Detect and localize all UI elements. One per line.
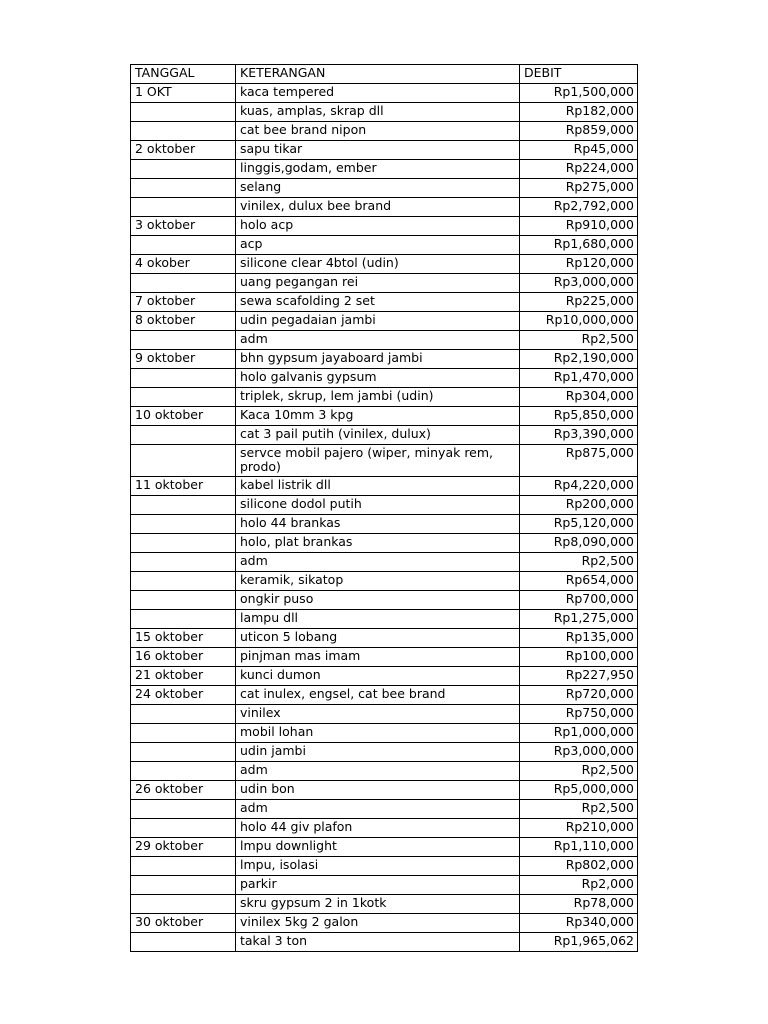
table-header	[131, 65, 638, 84]
cell-description: acp	[236, 236, 520, 255]
table-row	[131, 477, 638, 496]
cell-debit: Rp1,275,000	[520, 610, 638, 629]
cell-date	[131, 895, 236, 914]
cell-date: 9 oktober	[131, 350, 236, 369]
table-row	[131, 388, 638, 407]
cell-description: adm	[236, 762, 520, 781]
table-row	[131, 160, 638, 179]
cell-date	[131, 553, 236, 572]
cell-debit: Rp1,680,000	[520, 236, 638, 255]
cell-date: 3 oktober	[131, 217, 236, 236]
table-row	[131, 515, 638, 534]
cell-debit: Rp1,965,062	[520, 933, 638, 952]
table-row	[131, 876, 638, 895]
cell-description: silicone clear 4btol (udin)	[236, 255, 520, 274]
cell-date: 24 oktober	[131, 686, 236, 705]
cell-date	[131, 236, 236, 255]
cell-debit: Rp2,500	[520, 762, 638, 781]
table-row	[131, 496, 638, 515]
table-row	[131, 255, 638, 274]
cell-date	[131, 388, 236, 407]
cell-debit: Rp1,110,000	[520, 838, 638, 857]
cell-date	[131, 198, 236, 217]
cell-description: pinjman mas imam	[236, 648, 520, 667]
table-row	[131, 141, 638, 160]
cell-debit: Rp3,000,000	[520, 274, 638, 293]
cell-date: 4 okober	[131, 255, 236, 274]
cell-date: 29 oktober	[131, 838, 236, 857]
cell-date	[131, 515, 236, 534]
cell-date: 7 oktober	[131, 293, 236, 312]
cell-date	[131, 122, 236, 141]
cell-debit: Rp4,220,000	[520, 477, 638, 496]
cell-description: Kaca 10mm 3 kpg	[236, 407, 520, 426]
cell-debit: Rp275,000	[520, 179, 638, 198]
cell-date: 10 oktober	[131, 407, 236, 426]
cell-date	[131, 534, 236, 553]
cell-description: kuas, amplas, skrap dll	[236, 103, 520, 122]
cell-debit: Rp654,000	[520, 572, 638, 591]
table-row	[131, 705, 638, 724]
cell-description: udin pegadaian jambi	[236, 312, 520, 331]
cell-debit: Rp182,000	[520, 103, 638, 122]
cell-description: udin jambi	[236, 743, 520, 762]
cell-debit: Rp135,000	[520, 629, 638, 648]
cell-description: skru gypsum 2 in 1kotk	[236, 895, 520, 914]
header-description: KETERANGAN	[236, 65, 520, 84]
table-row	[131, 895, 638, 914]
cell-debit: Rp78,000	[520, 895, 638, 914]
cell-date	[131, 103, 236, 122]
table-row	[131, 572, 638, 591]
cell-date	[131, 743, 236, 762]
cell-debit: Rp100,000	[520, 648, 638, 667]
table-row	[131, 762, 638, 781]
cell-debit: Rp2,000	[520, 876, 638, 895]
cell-debit: Rp750,000	[520, 705, 638, 724]
cell-description: mobil lohan	[236, 724, 520, 743]
cell-date	[131, 274, 236, 293]
cell-description: uticon 5 lobang	[236, 629, 520, 648]
table-row	[131, 217, 638, 236]
cell-debit: Rp3,000,000	[520, 743, 638, 762]
table-row	[131, 407, 638, 426]
cell-date: 26 oktober	[131, 781, 236, 800]
table-row	[131, 857, 638, 876]
cell-description: ongkir puso	[236, 591, 520, 610]
cell-date	[131, 426, 236, 445]
cell-date	[131, 160, 236, 179]
cell-date: 15 oktober	[131, 629, 236, 648]
table-row	[131, 800, 638, 819]
cell-description: holo acp	[236, 217, 520, 236]
cell-debit: Rp859,000	[520, 122, 638, 141]
cell-description: sapu tikar	[236, 141, 520, 160]
cell-date	[131, 572, 236, 591]
cell-debit: Rp45,000	[520, 141, 638, 160]
header-date: TANGGAL	[131, 65, 236, 84]
cell-description: lampu dll	[236, 610, 520, 629]
cell-debit: Rp700,000	[520, 591, 638, 610]
cell-description: adm	[236, 800, 520, 819]
cell-description: lmpu downlight	[236, 838, 520, 857]
table-row	[131, 179, 638, 198]
cell-date	[131, 857, 236, 876]
cell-description: kaca tempered	[236, 84, 520, 103]
cell-description: kabel listrik dll	[236, 477, 520, 496]
cell-description: triplek, skrup, lem jambi (udin)	[236, 388, 520, 407]
cell-date: 30 oktober	[131, 914, 236, 933]
table-row	[131, 781, 638, 800]
cell-debit: Rp2,500	[520, 331, 638, 350]
cell-debit: Rp227,950	[520, 667, 638, 686]
cell-description: holo, plat brankas	[236, 534, 520, 553]
cell-debit: Rp5,850,000	[520, 407, 638, 426]
cell-date: 8 oktober	[131, 312, 236, 331]
cell-date	[131, 179, 236, 198]
cell-description: uang pegangan rei	[236, 274, 520, 293]
table-row	[131, 743, 638, 762]
cell-date	[131, 369, 236, 388]
cell-description: adm	[236, 331, 520, 350]
table-row	[131, 445, 638, 477]
cell-description: keramik, sikatop	[236, 572, 520, 591]
table-row	[131, 84, 638, 103]
cell-debit: Rp304,000	[520, 388, 638, 407]
cell-debit: Rp224,000	[520, 160, 638, 179]
cell-debit: Rp210,000	[520, 819, 638, 838]
cell-description: vinilex	[236, 705, 520, 724]
table-row	[131, 350, 638, 369]
table-row	[131, 534, 638, 553]
cell-description: bhn gypsum jayaboard jambi	[236, 350, 520, 369]
cell-debit: Rp8,090,000	[520, 534, 638, 553]
cell-debit: Rp910,000	[520, 217, 638, 236]
cell-date	[131, 591, 236, 610]
table-row	[131, 591, 638, 610]
cell-description: holo galvanis gypsum	[236, 369, 520, 388]
cell-debit: Rp875,000	[520, 445, 638, 477]
table-row	[131, 103, 638, 122]
cell-date: 2 oktober	[131, 141, 236, 160]
cell-date	[131, 445, 236, 477]
cell-date: 11 oktober	[131, 477, 236, 496]
cell-description: adm	[236, 553, 520, 572]
cell-debit: Rp1,000,000	[520, 724, 638, 743]
table-row	[131, 293, 638, 312]
table-row	[131, 667, 638, 686]
table-row	[131, 236, 638, 255]
cell-description: lmpu, isolasi	[236, 857, 520, 876]
cell-debit: Rp720,000	[520, 686, 638, 705]
table-row	[131, 610, 638, 629]
table-row	[131, 629, 638, 648]
cell-debit: Rp802,000	[520, 857, 638, 876]
table-row	[131, 312, 638, 331]
cell-date	[131, 800, 236, 819]
cell-debit: Rp2,190,000	[520, 350, 638, 369]
cell-date	[131, 819, 236, 838]
table-row	[131, 648, 638, 667]
expense-ledger-table	[130, 64, 638, 952]
cell-description: sewa scafolding 2 set	[236, 293, 520, 312]
cell-description: silicone dodol putih	[236, 496, 520, 515]
cell-description: selang	[236, 179, 520, 198]
table-row	[131, 274, 638, 293]
cell-debit: Rp1,500,000	[520, 84, 638, 103]
cell-description: holo 44 giv plafon	[236, 819, 520, 838]
table-row	[131, 122, 638, 141]
cell-date	[131, 933, 236, 952]
table-row	[131, 426, 638, 445]
cell-description: takal 3 ton	[236, 933, 520, 952]
cell-date	[131, 762, 236, 781]
cell-description: parkir	[236, 876, 520, 895]
table-row	[131, 553, 638, 572]
table-row	[131, 369, 638, 388]
cell-date: 21 oktober	[131, 667, 236, 686]
cell-description: linggis,godam, ember	[236, 160, 520, 179]
table-row	[131, 724, 638, 743]
cell-description: udin bon	[236, 781, 520, 800]
cell-date	[131, 496, 236, 515]
cell-debit: Rp10,000,000	[520, 312, 638, 331]
cell-debit: Rp200,000	[520, 496, 638, 515]
cell-debit: Rp340,000	[520, 914, 638, 933]
cell-debit: Rp225,000	[520, 293, 638, 312]
table-row	[131, 838, 638, 857]
cell-description: vinilex 5kg 2 galon	[236, 914, 520, 933]
cell-description: vinilex, dulux bee brand	[236, 198, 520, 217]
table-row	[131, 198, 638, 217]
table-row	[131, 686, 638, 705]
cell-date	[131, 705, 236, 724]
cell-date	[131, 610, 236, 629]
cell-debit: Rp1,470,000	[520, 369, 638, 388]
cell-date: 16 oktober	[131, 648, 236, 667]
cell-date	[131, 331, 236, 350]
table-body	[131, 84, 638, 952]
header-debit: DEBIT	[520, 65, 638, 84]
header-row	[131, 65, 638, 84]
cell-description: holo 44 brankas	[236, 515, 520, 534]
cell-description: kunci dumon	[236, 667, 520, 686]
cell-debit: Rp2,500	[520, 800, 638, 819]
table-row	[131, 819, 638, 838]
cell-debit: Rp2,500	[520, 553, 638, 572]
cell-debit: Rp120,000	[520, 255, 638, 274]
cell-description: servce mobil pajero (wiper, minyak rem, prodo)	[236, 445, 520, 477]
cell-date: 1 OKT	[131, 84, 236, 103]
cell-debit: Rp5,120,000	[520, 515, 638, 534]
cell-debit: Rp3,390,000	[520, 426, 638, 445]
table-row	[131, 933, 638, 952]
table-row	[131, 331, 638, 350]
cell-date	[131, 724, 236, 743]
cell-description: cat inulex, engsel, cat bee brand	[236, 686, 520, 705]
cell-description: cat bee brand nipon	[236, 122, 520, 141]
cell-debit: Rp2,792,000	[520, 198, 638, 217]
cell-debit: Rp5,000,000	[520, 781, 638, 800]
cell-description: cat 3 pail putih (vinilex, dulux)	[236, 426, 520, 445]
table-row	[131, 914, 638, 933]
cell-date	[131, 876, 236, 895]
